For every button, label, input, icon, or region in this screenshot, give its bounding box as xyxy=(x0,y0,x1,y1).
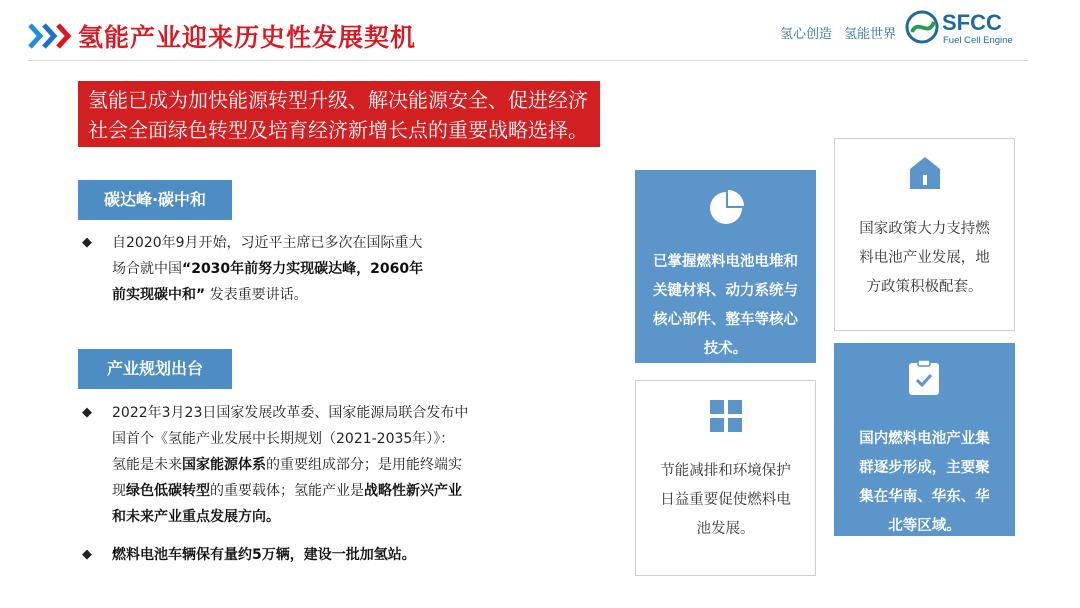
bullet-text: 氢能是未来国家能源体系的重要组成部分；是用能终端实 xyxy=(112,457,462,473)
grid-icon xyxy=(709,399,743,433)
card-core-technology xyxy=(635,170,816,363)
card-text: 节能减排和环境保护 xyxy=(660,463,791,479)
diamond-bullet-icon: ◆ xyxy=(82,547,92,562)
bullet-plan xyxy=(82,400,522,530)
logo-subtitle: Fuel Cell Engine xyxy=(943,35,1013,46)
card-policy-support xyxy=(834,138,1015,331)
banner-line-1: 氢能已成为加快能源转型升级、解决能源安全、促进经济 xyxy=(88,88,588,112)
bullet-text: 前实现碳中和” 发表重要讲话。 xyxy=(112,287,308,303)
diamond-bullet-icon: ◆ xyxy=(82,235,92,250)
logo-name: SFCC xyxy=(942,10,1002,35)
bullet-text: 和未来产业重点发展方向。 xyxy=(112,509,280,525)
bullet-text: 燃料电池车辆保有量约5万辆，建设一批加氢站。 xyxy=(112,547,416,563)
header-divider xyxy=(28,60,1028,61)
card-industry-cluster xyxy=(834,343,1015,536)
slogan xyxy=(780,23,896,42)
section-label-policy: 产业规划出台 xyxy=(78,349,232,389)
card-text: 技术。 xyxy=(703,341,748,357)
card-text: 国家政策大力支持燃 xyxy=(859,221,990,237)
slogan-1: 氢心创造 xyxy=(780,27,833,42)
slogan-2: 氢能世界 xyxy=(844,27,897,42)
banner-line-2: 社会全面绿色转型及培育经济新增长点的重要战略选择。 xyxy=(88,118,588,142)
card-text: 日益重要促使燃料电 xyxy=(660,492,791,508)
card-text: 北等区域。 xyxy=(888,518,961,534)
key-statement-banner xyxy=(78,81,600,147)
bullet-vehicle xyxy=(82,542,522,568)
card-text: 料电池产业发展，地 xyxy=(859,250,990,266)
card-text: 池发展。 xyxy=(696,521,755,537)
card-text: 关键材料、动力系统与 xyxy=(653,283,798,299)
chevron-arrows-icon xyxy=(28,21,74,51)
bullet-text: 2022年3月23日国家发展改革委、国家能源局联合发布中 xyxy=(112,405,469,421)
card-text: 群逐步形成，主要聚 xyxy=(859,460,990,476)
card-text: 集在华南、华东、华 xyxy=(859,489,990,505)
page-title: 氢能产业迎来历史性发展契机 xyxy=(78,23,417,52)
card-energy-saving xyxy=(635,380,816,576)
sfcc-logo xyxy=(904,8,1028,48)
pie-chart-icon xyxy=(707,188,745,226)
card-text: 已掌握燃料电池电堆和 xyxy=(653,254,798,270)
section-label-carbon: 碳达峰·碳中和 xyxy=(78,180,232,220)
bullet-carbon xyxy=(82,230,522,310)
diamond-bullet-icon: ◆ xyxy=(82,405,92,420)
bullet-text: 自2020年9月开始，习近平主席已多次在国际重大 xyxy=(112,235,423,251)
card-text: 国内燃料电池产业集 xyxy=(859,431,990,447)
bullet-text: 场合就中国“2030年前努力实现碳达峰，2060年 xyxy=(112,261,424,277)
card-text: 核心部件、整车等核心 xyxy=(653,312,798,328)
bullet-text: 现绿色低碳转型的重要载体；氢能产业是战略性新兴产业 xyxy=(112,483,462,499)
bullet-text: 国首个《氢能产业发展中长期规划（2021-2035年）》： xyxy=(112,431,455,447)
house-icon xyxy=(908,155,942,191)
card-text: 方政策积极配套。 xyxy=(866,279,983,295)
clipboard-check-icon xyxy=(907,359,941,397)
